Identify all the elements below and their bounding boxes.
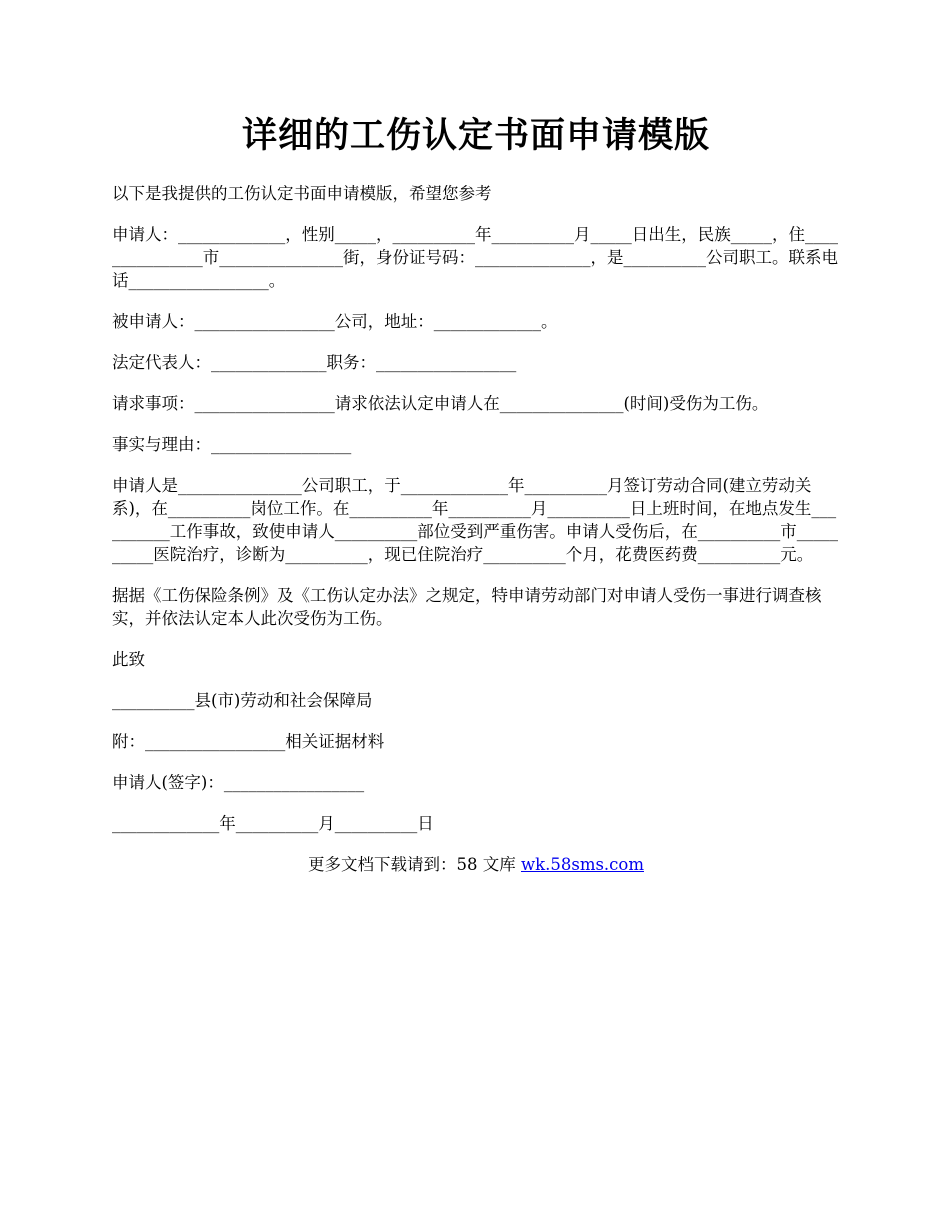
intro-text: 以下是我提供的工伤认定书面申请模版，希望您参考 [112,184,492,203]
legal-representative-paragraph: 法定代表人：______________职务：_________________ [112,353,517,372]
facts-paragraph: 申请人是_______________公司职工，于_____________年__________月签订劳动合同(建立劳动关系)，在__________岗位工作。在__________年__________月__________日上班时间，在地点发生__________工作事故，致使申请人__________部位受到严重伤害。申请人受伤后，在__________市__________医院治疗，诊断为__________，现已住院治疗__________个月，花费医药费__________元。 [112,476,838,564]
applicant-info-paragraph: 申请人：_____________，性别_____，__________年__________月_____日出生，民族_____，住_______________市_______________街，身份证号码：______________，是__________公司职工。联系电话_________________。 [112,225,838,290]
legal-basis-paragraph: 据据《工伤保险条例》及《工伤认定办法》之规定，特申请劳动部门对申请人受伤一事进行调查核实，并依法认定本人此次受伤为工伤。 [112,586,822,628]
salutation: 此致 [112,650,145,669]
document-title: 详细的工伤认定书面申请模版 [241,115,710,156]
footer-link[interactable]: wk.58sms.com [520,855,644,874]
respondent-paragraph: 被申请人：_________________公司，地址：_____________。 [112,312,558,331]
document-page [112,110,840,876]
footer-text: 更多文档下载请到：58 文库 [307,855,521,874]
request-paragraph: 请求事项：_________________请求依法认定申请人在_______________(时间)受伤为工伤。 [112,394,769,413]
facts-reasons-heading: 事实与理由：_________________ [112,435,352,454]
signature-line: 申请人(签字)：_________________ [112,773,365,792]
recipient-bureau: __________县(市)劳动和社会保障局 [112,691,373,710]
date-line: _____________年__________月__________日 [112,814,434,833]
footer [112,853,840,876]
attachment-line: 附：_________________相关证据材料 [112,732,385,751]
